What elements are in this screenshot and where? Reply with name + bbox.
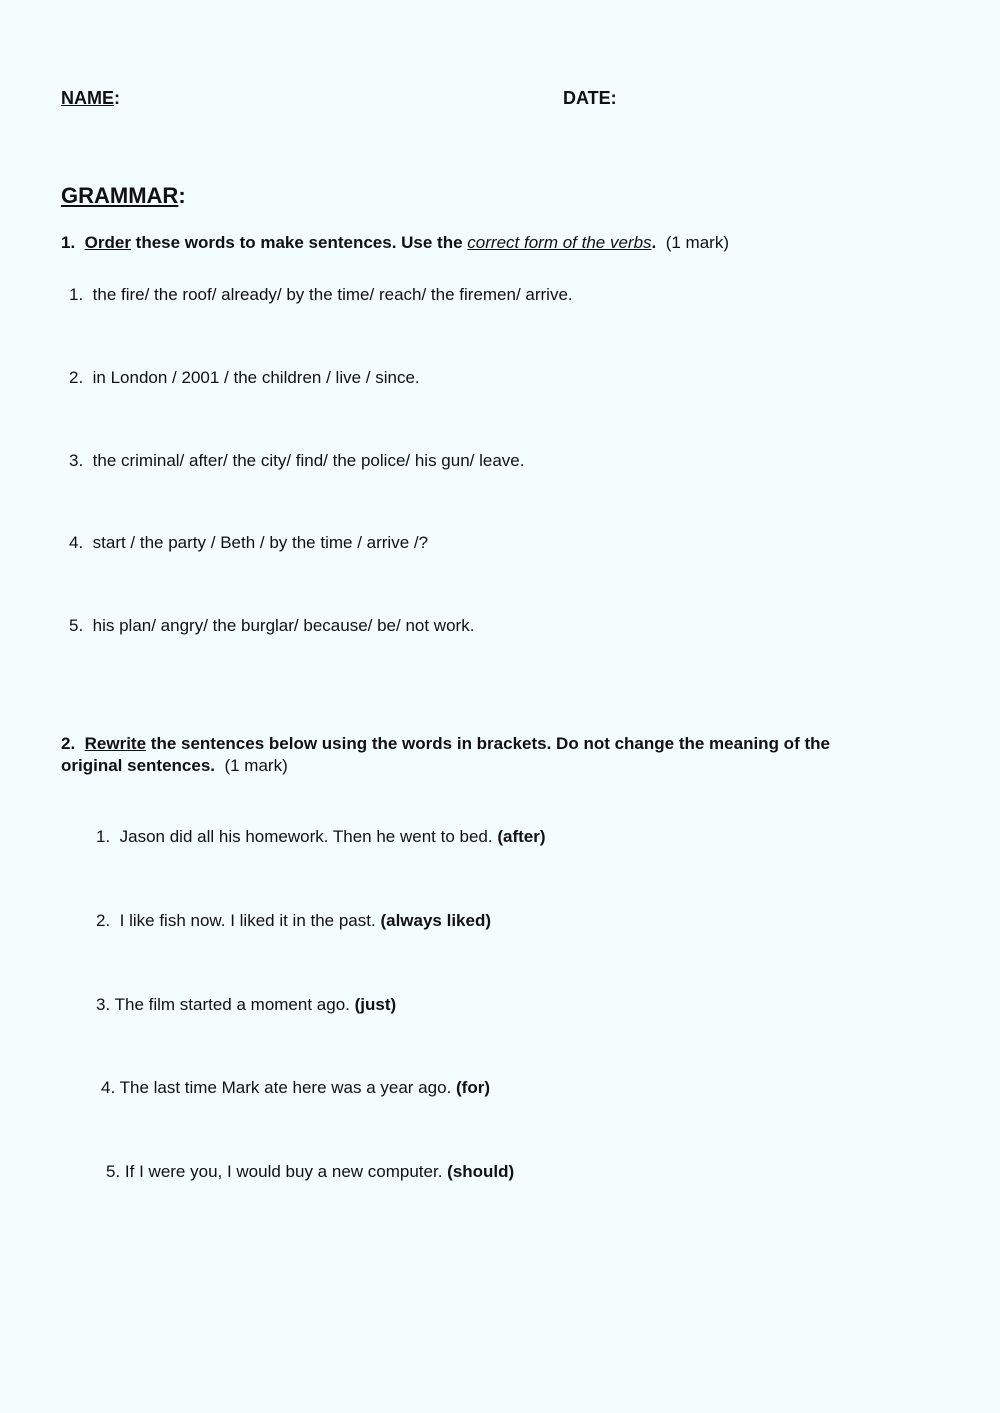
list-item: 5. his plan/ angry/ the burglar/ because/ be/ not work. — [69, 616, 475, 635]
list-item: 1. Jason did all his homework. Then he went to bed. (after) — [96, 827, 546, 846]
list-item: 1. the fire/ the roof/ already/ by the time/ reach/ the firemen/ arrive. — [69, 285, 573, 304]
list-item: 5. If I were you, I would buy a new computer. (should) — [106, 1162, 515, 1181]
list-item: 2. I like fish now. I liked it in the past. (always liked) — [96, 911, 492, 930]
exercise2-instruction-cont: original sentences. (1 mark) — [61, 756, 288, 775]
list-item: 4. The last time Mark ate here was a year ago. (for) — [101, 1078, 490, 1097]
exercise2-instruction: 2. Rewrite the sentences below using the words in brackets. Do not change the meaning of the — [61, 734, 830, 753]
section-title: GRAMMAR: — [61, 183, 186, 208]
name-field-label: NAME: — [61, 88, 120, 108]
list-item: 4. start / the party / Beth / by the time / arrive /? — [69, 533, 429, 552]
date-field-label: DATE: — [563, 88, 617, 108]
list-item: 3. the criminal/ after/ the city/ find/ the police/ his gun/ leave. — [69, 451, 525, 470]
list-item: 2. in London / 2001 / the children / live / since. — [69, 368, 420, 387]
exercise1-instruction: 1. Order these words to make sentences. Use the correct form of the verbs. (1 mark) — [61, 233, 729, 252]
list-item: 3. The film started a moment ago. (just) — [96, 995, 397, 1014]
